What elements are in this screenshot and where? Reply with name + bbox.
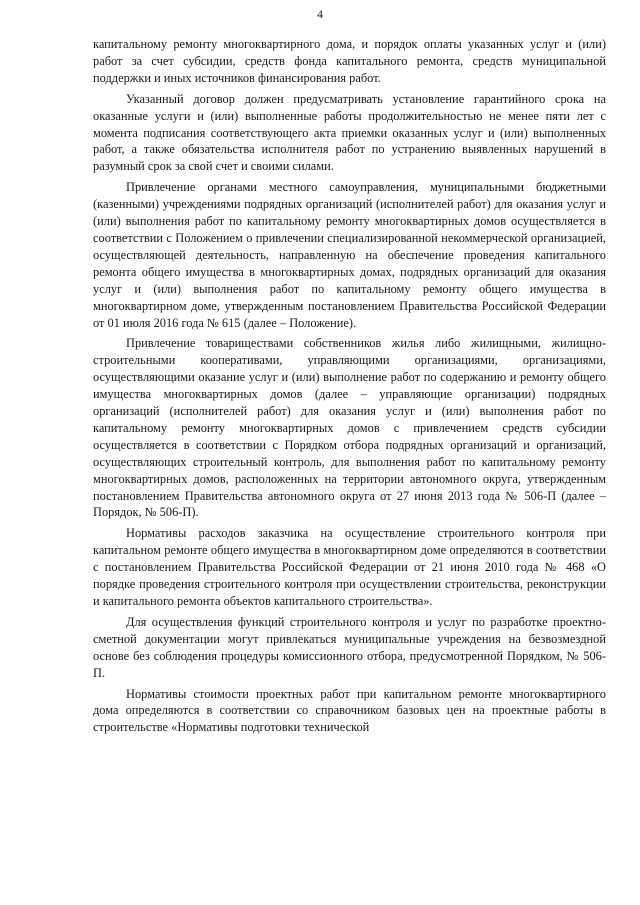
paragraph-hoa-contractors: Привлечение товариществами собственников жилья либо жилищными, жилищно-строительными кооперативами, управляющими организациями, организациями, осуществляющими оказание услуг и (или) выполнение работ по содержанию и ремонту общего имущества многоквартирных домов (далее – управляющие организации) подрядных организаций (исполнителей работ) для оказания услуг и (или) выполнения работ по капитальному ремонту многоквартирных домов с привлечением средств субсидии осуществляется в соответствии с Порядком отбора подрядных организаций и организаций, осуществляющих строительный контроль, для выполнения работ по капитальному ремонту многоквартирных домов, расположенных на территории автономного округа, утвержденным постановлением Правительства автономного округа от 27 июня 2013 года № 506-П (далее – Порядок, № 506-П). [93, 336, 606, 520]
paragraph-municipal-contractors: Привлечение органами местного самоуправления, муниципальными бюджетными (казенными) учреждениями подрядных организаций (исполнителей работ) для оказания услуг и (или) выполнения работ по капитальному ремонту многоквартирных домов осуществляется в соответствии с Положением о привлечении специализированной некоммерческой организацией, осуществляющей деятельность, направленную на обеспечение проведения капитального ремонта общего имущества в многоквартирных домах, подрядных организаций для оказания услуг и (или) выполнения работ по капитальному ремонту общего имущества в многоквартирном доме, утвержденным постановлением Правительства Российской Федерации от 01 июля 2016 года № 615 (далее – Положение). [93, 180, 606, 330]
paragraph-municipal-institutions: Для осуществления функций строительного контроля и услуг по разработке проектно-сметной документации могут привлекаться муниципальные учреждения на безвозмездной основе без соблюдения процедуры комиссионного отбора, предусмотренной Порядком, № 506-П. [93, 614, 606, 680]
paragraph-construction-control-norms: Нормативы расходов заказчика на осуществление строительного контроля при капитальном ремонте общего имущества в многоквартирном доме определяются в соответствии с постановлением Правительства Российской Федерации от 21 июня 2010 года № 468 «О порядке проведения строительного контроля при осуществлении строительства, реконструкции и капитального ремонта объектов капитального строительства». [93, 526, 606, 608]
paragraph-design-cost-norms: Нормативы стоимости проектных работ при капитальном ремонте многоквартирного дома определяются в соответствии со справочником базовых цен на проектные работы в строительстве «Нормативы подготовки технической [93, 686, 606, 735]
paragraph-continuation: капитальному ремонту многоквартирного дома, и порядок оплаты указанных услуг и (или) работ за счет субсидии, средств фонда капитального ремонта, средств муниципальной поддержки и иных источников финансирования работ. [93, 37, 606, 85]
page-number: 4 [317, 7, 323, 21]
paragraph-warranty: Указанный договор должен предусматривать установление гарантийного срока на оказанные услуги и (или) выполненные работы продолжительностью не менее пяти лет с момента подписания соответствующего акта приемки оказанных услуг и (или) выполненных работ, а также обязательства исполнителя работ по устранению выявленных нарушений в разумный срок за свой счет и своими силами. [93, 91, 606, 174]
document-body [93, 36, 606, 736]
